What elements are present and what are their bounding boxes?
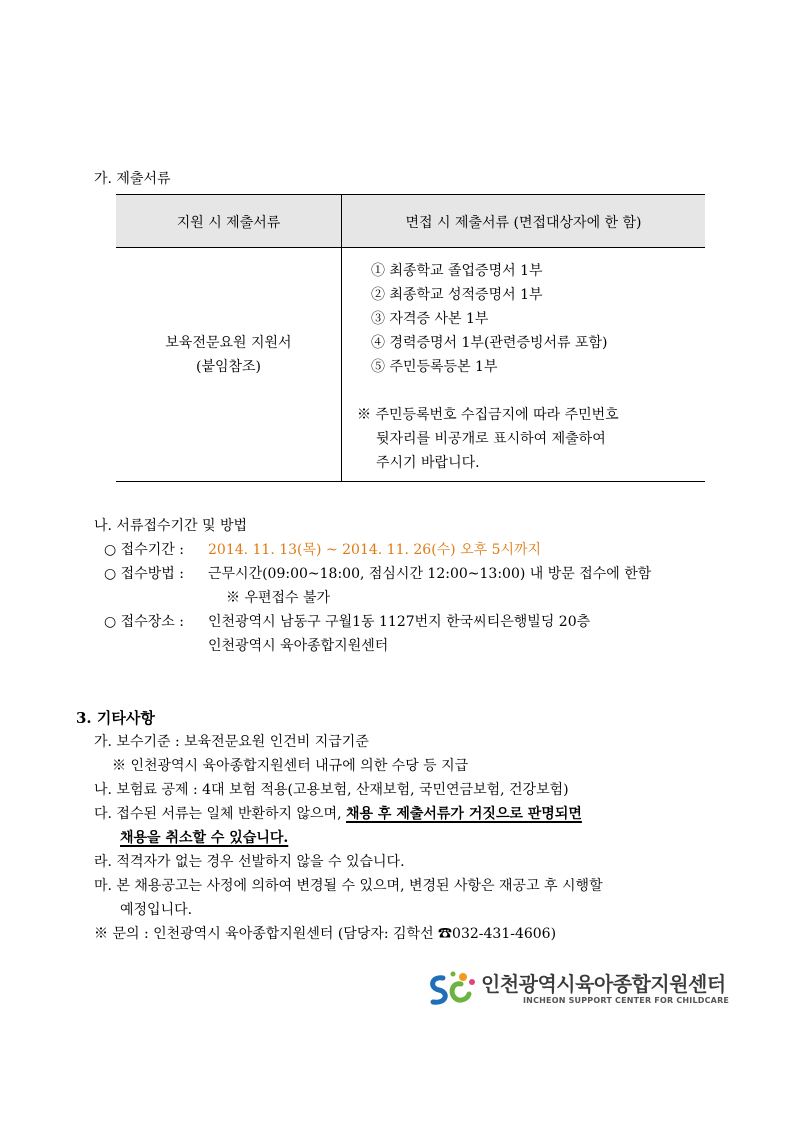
period-label: ○ 접수기간 : [104, 542, 184, 558]
center-logo-name-en: INCHEON SUPPORT CENTER FOR CHILDCARE [523, 996, 730, 1005]
cancellation-warning: 채용 후 제출서류가 거짓으로 판명되면 [346, 806, 582, 822]
table-col2-header: 면접 시 제출서류 (면접대상자에 한 함) [405, 215, 642, 231]
table-note-line: 주시기 바랍니다. [376, 455, 480, 471]
contact-info: ※ 문의 : 인천광역시 육아종합지원센터 (담당자: 김학선 ☎032-431-4606) [94, 926, 557, 942]
doc-item: ④ 경력증명서 1부(관련증빙서류 포함) [371, 335, 608, 351]
insurance-deduction: 나. 보험료 공제 : 4대 보험 적용(고용보험, 산재보험, 국민연금보험, 건강보험) [94, 782, 569, 798]
section3-title: 3. 기타사항 [76, 709, 155, 727]
cancellation-warning-cont: 채용을 취소할 수 있습니다. [120, 830, 289, 846]
table-col1-header: 지원 시 제출서류 [176, 215, 281, 231]
method-label: ○ 접수방법 : [104, 566, 184, 582]
documents-return [94, 803, 582, 823]
place-value-center: 인천광역시 육아종합지원센터 [208, 638, 389, 654]
period-value: 2014. 11. 13(목) ~ 2014. 11. 26(수) 오후 5시까지 [208, 542, 542, 558]
doc-item: ① 최종학교 졸업증명서 1부 [371, 263, 543, 279]
doc-item: ② 최종학교 성적증명서 1부 [371, 287, 543, 303]
place-value: 인천광역시 남동구 구월1동 1127번지 한국씨티은행빌딩 20층 [208, 614, 591, 630]
section-ga-title: 가. 제출서류 [94, 171, 171, 187]
table-note-line: ※ 주민등록번호 수집금지에 따라 주민번호 [357, 407, 619, 423]
place-label: ○ 접수장소 : [104, 614, 184, 630]
pay-note: ※ 인천광역시 육아종합지원센터 내규에 의한 수당 등 지급 [112, 758, 469, 774]
center-logo-icon [425, 968, 479, 1012]
notice-change-note: 마. 본 채용공고는 사정에 의하여 변경될 수 있으며, 변경된 사항은 재공고 후 시행할 [94, 878, 603, 894]
center-logo [425, 968, 730, 1012]
no-qualified-note: 라. 적격자가 없는 경우 선발하지 않을 수 있습니다. [94, 854, 405, 870]
center-logo-name: 인천광역시육아종합지원센터 [481, 972, 726, 996]
table-column-divider [341, 194, 342, 482]
pay-standard: 가. 보수기준 : 보육전문요원 인건비 지급기준 [94, 734, 369, 750]
doc-item: ⑤ 주민등록등본 1부 [371, 359, 498, 375]
method-value: 근무시간(09:00~18:00, 점심시간 12:00~13:00) 내 방문 접수에 한함 [208, 566, 652, 582]
table-note-line: 뒷자리를 비공개로 표시하여 제출하여 [376, 431, 606, 447]
table-top-border [116, 194, 705, 195]
documents-return-text: 다. 접수된 서류는 일체 반환하지 않으며, [94, 806, 346, 822]
table-header-border [116, 247, 705, 248]
doc-item: ③ 자격증 사본 1부 [371, 311, 489, 327]
notice-change-note-cont: 예정입니다. [120, 902, 193, 918]
section-na-title: 나. 서류접수기간 및 방법 [94, 518, 248, 534]
table-col1-note: (붙임참조) [195, 359, 262, 375]
method-note: ※ 우편접수 불가 [226, 590, 331, 606]
table-col1-text: 보육전문요원 지원서 [165, 335, 292, 351]
table-bottom-border [116, 481, 705, 482]
